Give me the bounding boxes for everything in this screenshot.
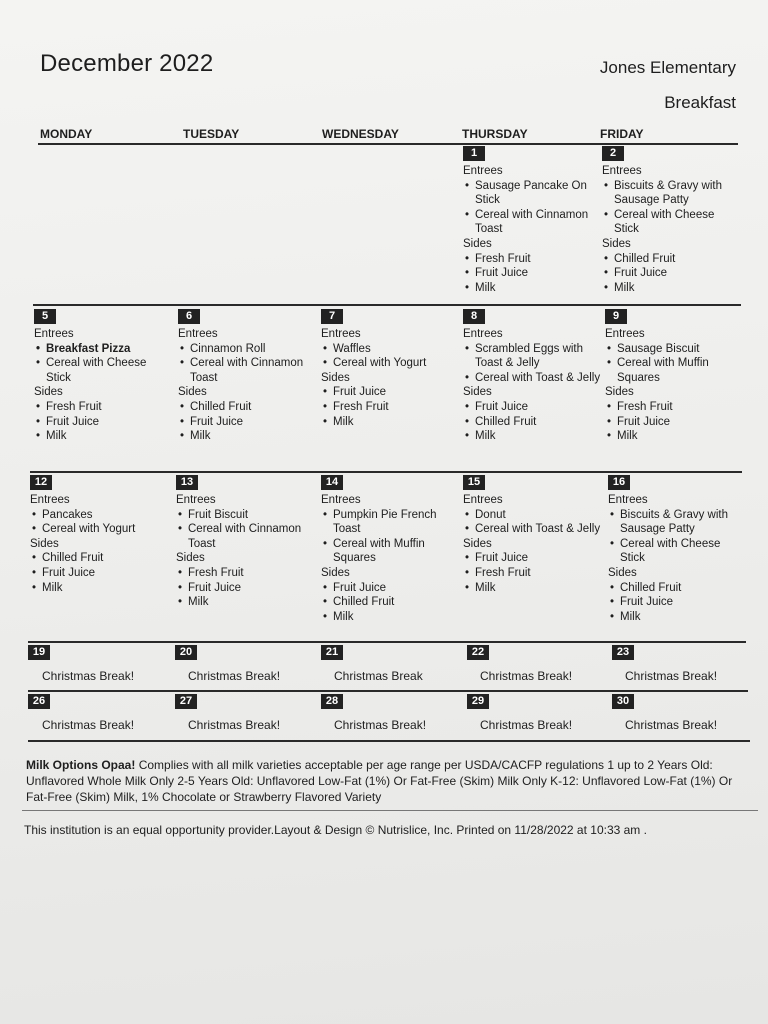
side-item: • Fruit Juice <box>602 266 737 281</box>
side-item: • Milk <box>463 429 603 444</box>
sides-label: Sides <box>463 237 492 250</box>
side-item: • Fresh Fruit <box>321 400 461 415</box>
day-label-tuesday: TUESDAY <box>183 127 240 141</box>
side-item: • Chilled Fruit <box>463 415 603 430</box>
footer-divider <box>22 810 758 811</box>
sides-label: Sides <box>178 386 207 399</box>
day-label-thursday: THURSDAY <box>462 127 528 141</box>
side-item: • Fruit Juice <box>30 566 172 581</box>
week-divider <box>28 740 750 742</box>
entree-item: • Cereal with Muffin Squares <box>605 356 741 385</box>
side-item: • Milk <box>605 429 741 444</box>
day-cell <box>176 475 318 610</box>
entree-item: • Breakfast Pizza <box>34 342 174 357</box>
date-badge: 12 <box>30 475 52 490</box>
holiday-label: Christmas Break! <box>480 669 573 683</box>
side-item: • Fruit Juice <box>463 400 603 415</box>
side-item: • Milk <box>321 610 461 625</box>
entree-item: • Fruit Biscuit <box>176 508 318 523</box>
holiday-label: Christmas Break! <box>188 718 281 732</box>
week-divider <box>28 690 748 692</box>
sides-label: Sides <box>463 537 492 550</box>
entree-item: • Cereal with Cinnamon Toast <box>463 208 598 237</box>
side-item: • Fruit Juice <box>321 581 461 596</box>
entrees-label: Entrees <box>34 328 74 340</box>
side-item: • Milk <box>30 581 172 596</box>
week-divider <box>33 304 741 306</box>
sides-label: Sides <box>608 566 637 579</box>
holiday-label: Christmas Break! <box>625 718 718 732</box>
date-badge: 9 <box>605 309 627 324</box>
week-divider <box>30 471 742 473</box>
date-badge: 21 <box>321 645 343 660</box>
sides-label: Sides <box>321 566 350 579</box>
day-cell <box>178 309 318 444</box>
entree-item: • Biscuits & Gravy with Sausage Patty <box>602 179 737 208</box>
date-badge: 7 <box>321 309 343 324</box>
entree-item: • Cereal with Toast & Jelly <box>463 371 603 386</box>
side-item: • Fruit Juice <box>463 551 605 566</box>
entrees-label: Entrees <box>178 328 218 340</box>
side-item: • Fresh Fruit <box>463 252 598 267</box>
date-badge: 22 <box>467 645 489 660</box>
weekday-header <box>38 127 738 143</box>
holiday-label: Christmas Break <box>334 669 423 683</box>
date-badge: 16 <box>608 475 630 490</box>
entree-item: • Scrambled Eggs with Toast & Jelly <box>463 342 603 371</box>
entree-item: • Waffles <box>321 342 461 357</box>
entree-item: • Cereal with Yogurt <box>30 522 172 537</box>
side-item: • Fresh Fruit <box>34 400 174 415</box>
entrees-label: Entrees <box>463 328 503 340</box>
date-badge: 13 <box>176 475 198 490</box>
entree-item: • Cereal with Toast & Jelly <box>463 522 605 537</box>
holiday-label: Christmas Break! <box>625 669 718 683</box>
date-badge: 26 <box>28 694 50 709</box>
entrees-label: Entrees <box>608 494 648 506</box>
sides-label: Sides <box>176 552 205 565</box>
week-divider <box>28 641 746 643</box>
date-badge: 8 <box>463 309 485 324</box>
week-divider <box>38 143 738 145</box>
side-item: • Milk <box>602 281 737 296</box>
date-badge: 14 <box>321 475 343 490</box>
meal-type: Breakfast <box>664 93 736 112</box>
side-item: • Chilled Fruit <box>608 581 743 596</box>
holiday-label: Christmas Break! <box>480 718 573 732</box>
page-title: December 2022 <box>40 50 214 77</box>
day-cell <box>321 309 461 429</box>
milk-note-body: Complies with all milk varieties acceptable per age range per USDA/CACFP regulations 1 up to 2 Years Old: Unflavored Whole Milk Only 2-5 Years Old: Unflavored Low-Fat (1%) Or Fat-Free (Skim) Milk Only K-12: Unflavored Low-Fat (1%) Or Fat-Free (Skim) Milk, 1% Chocolate or Strawberry Flavored Variety <box>26 758 733 804</box>
side-item: • Milk <box>176 595 318 610</box>
date-badge: 23 <box>612 645 634 660</box>
day-cell <box>608 475 743 624</box>
side-item: • Milk <box>463 281 598 296</box>
side-item: • Chilled Fruit <box>178 400 318 415</box>
side-item: • Milk <box>463 581 605 596</box>
side-item: • Fruit Juice <box>34 415 174 430</box>
day-cell <box>605 309 741 444</box>
sides-label: Sides <box>34 386 63 399</box>
side-item: • Fresh Fruit <box>463 566 605 581</box>
entree-item: • Donut <box>463 508 605 523</box>
entree-item: • Cereal with Cheese Stick <box>608 537 743 566</box>
side-item: • Milk <box>178 429 318 444</box>
side-item: • Fruit Juice <box>321 385 461 400</box>
sides-label: Sides <box>605 386 634 399</box>
entrees-label: Entrees <box>321 328 361 340</box>
holiday-label: Christmas Break! <box>42 669 135 683</box>
date-badge: 27 <box>175 694 197 709</box>
entree-item: • Pancakes <box>30 508 172 523</box>
side-item: • Milk <box>321 415 461 430</box>
date-badge: 20 <box>175 645 197 660</box>
side-item: • Fruit Juice <box>605 415 741 430</box>
day-cell <box>30 475 172 595</box>
entree-item: • Biscuits & Gravy with Sausage Patty <box>608 508 743 537</box>
date-badge: 28 <box>321 694 343 709</box>
milk-note-lead: Milk Options Opaa! <box>26 758 136 772</box>
entrees-label: Entrees <box>176 494 216 506</box>
side-item: • Fresh Fruit <box>176 566 318 581</box>
date-badge: 6 <box>178 309 200 324</box>
entrees-label: Entrees <box>605 328 645 340</box>
holiday-label: Christmas Break! <box>188 669 281 683</box>
entree-item: • Cereal with Cinnamon Toast <box>178 356 318 385</box>
entrees-label: Entrees <box>602 165 642 177</box>
date-badge: 1 <box>463 146 485 161</box>
day-label-wednesday: WEDNESDAY <box>322 127 399 141</box>
entree-item: • Cinnamon Roll <box>178 342 318 357</box>
date-badge: 5 <box>34 309 56 324</box>
side-item: • Fruit Juice <box>176 581 318 596</box>
side-item: • Chilled Fruit <box>30 551 172 566</box>
entrees-label: Entrees <box>321 494 361 506</box>
side-item: • Fruit Juice <box>608 595 743 610</box>
entree-item: • Cereal with Cheese Stick <box>602 208 737 237</box>
entree-item: • Cereal with Yogurt <box>321 356 461 371</box>
milk-options-note <box>26 757 752 805</box>
entrees-label: Entrees <box>463 494 503 506</box>
sides-label: Sides <box>321 371 350 384</box>
side-item: • Milk <box>608 610 743 625</box>
entree-item: • Cereal with Cheese Stick <box>34 356 174 385</box>
entree-item: • Sausage Biscuit <box>605 342 741 357</box>
side-item: • Fruit Juice <box>178 415 318 430</box>
day-label-friday: FRIDAY <box>600 127 644 141</box>
date-badge: 29 <box>467 694 489 709</box>
date-badge: 15 <box>463 475 485 490</box>
entree-item: • Sausage Pancake On Stick <box>463 179 598 208</box>
date-badge: 30 <box>612 694 634 709</box>
day-cell <box>463 146 598 295</box>
side-item: • Milk <box>34 429 174 444</box>
entree-item: • Pumpkin Pie French Toast <box>321 508 461 537</box>
entrees-label: Entrees <box>30 494 70 506</box>
day-cell <box>463 475 605 595</box>
day-cell <box>321 475 461 624</box>
day-label-monday: MONDAY <box>40 127 93 141</box>
side-item: • Fresh Fruit <box>605 400 741 415</box>
footer-text: This institution is an equal opportunity provider.Layout & Design © Nutrislice, Inc. Printed on 11/28/2022 at 10:33 am . <box>24 823 647 837</box>
entree-item: • Cereal with Muffin Squares <box>321 537 461 566</box>
day-cell <box>463 309 603 444</box>
entree-item: • Cereal with Cinnamon Toast <box>176 522 318 551</box>
day-cell <box>34 309 174 444</box>
holiday-label: Christmas Break! <box>42 718 135 732</box>
date-badge: 19 <box>28 645 50 660</box>
side-item: • Chilled Fruit <box>602 252 737 267</box>
sides-label: Sides <box>30 537 59 550</box>
entrees-label: Entrees <box>463 165 503 177</box>
side-item: • Chilled Fruit <box>321 595 461 610</box>
holiday-label: Christmas Break! <box>334 718 427 732</box>
school-name: Jones Elementary <box>599 58 736 77</box>
side-item: • Fruit Juice <box>463 266 598 281</box>
date-badge: 2 <box>602 146 624 161</box>
sides-label: Sides <box>602 237 631 250</box>
day-cell <box>602 146 737 295</box>
sides-label: Sides <box>463 386 492 399</box>
